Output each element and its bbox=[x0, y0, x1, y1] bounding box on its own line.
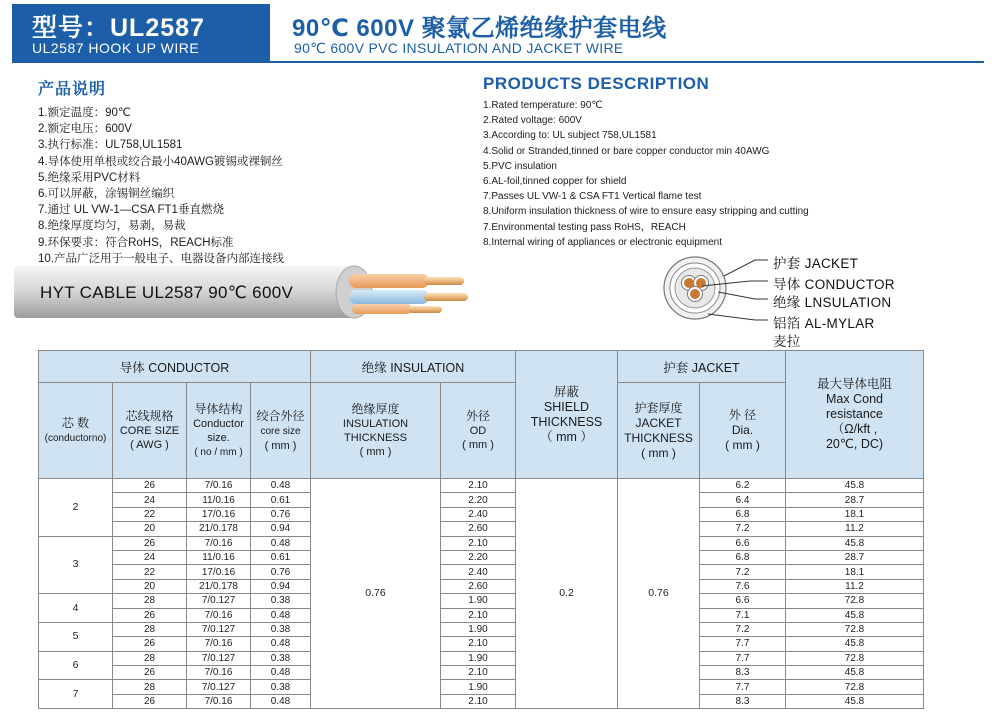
model-badge bbox=[12, 4, 270, 61]
cell-jacket-dia: 6.6 bbox=[700, 594, 786, 608]
cell-stranded-od: 0.76 bbox=[251, 507, 311, 521]
cn-description-item: 2.额定电压：600V bbox=[38, 123, 132, 136]
group-conductor: 导体 CONDUCTOR bbox=[39, 351, 311, 383]
cell-core-size: 20 bbox=[113, 579, 187, 593]
shield-thickness: THICKNESS bbox=[530, 414, 603, 429]
cell-structure: 17/0.16 bbox=[187, 507, 251, 521]
cell-cores: 7 bbox=[39, 680, 113, 709]
legend-insulation: 绝缘 LNSULATION bbox=[773, 295, 892, 310]
col-structure-unit: ( no / mm ) bbox=[194, 446, 243, 458]
cell-jacket-dia: 6.4 bbox=[700, 493, 786, 507]
col-core-size-en: CORE SIZE bbox=[119, 425, 180, 437]
cell-resistance: 45.8 bbox=[786, 637, 924, 651]
cell-stranded-od: 0.61 bbox=[251, 493, 311, 507]
en-description-item: 1.Rated temperature: 90℃ bbox=[483, 100, 603, 111]
cell-cores: 4 bbox=[39, 594, 113, 623]
legend-mylar: 麦拉 bbox=[773, 334, 801, 349]
cn-description-item: 7.通过 UL VW-1—CSA FT1垂直燃烧 bbox=[38, 204, 224, 217]
cell-structure: 21/0.178 bbox=[187, 579, 251, 593]
cell-stranded-od: 0.94 bbox=[251, 522, 311, 536]
cell-core-size: 28 bbox=[113, 622, 187, 636]
cell-structure: 7/0.127 bbox=[187, 680, 251, 694]
cell-core-size: 22 bbox=[113, 565, 187, 579]
col-jacket-thickness-cn: 护套厚度 bbox=[634, 400, 683, 415]
cell-jacket-dia: 6.8 bbox=[700, 550, 786, 564]
col-ins-thickness-en2: THICKNESS bbox=[344, 432, 407, 444]
cn-description-item: 4.导体使用单根或绞合最小40AWG镀锡或裸铜丝 bbox=[38, 155, 283, 168]
en-description-item: 5.PVC insulation bbox=[483, 160, 557, 172]
cell-structure: 7/0.16 bbox=[187, 479, 251, 493]
cell-jacket-dia: 7.7 bbox=[700, 637, 786, 651]
cell-stranded-od: 0.38 bbox=[251, 680, 311, 694]
cell-jacket-dia: 6.8 bbox=[700, 507, 786, 521]
cell-resistance: 45.8 bbox=[786, 666, 924, 680]
cn-description-item: 6.可以屏蔽，涂锡铜丝编织 bbox=[38, 188, 175, 201]
cell-insulation-od: 2.10 bbox=[441, 666, 516, 680]
cell-jacket-thickness: 0.76 bbox=[618, 479, 700, 709]
cn-description bbox=[38, 76, 468, 267]
cell-core-size: 28 bbox=[113, 594, 187, 608]
cell-stranded-od: 0.76 bbox=[251, 565, 311, 579]
cell-core-size: 26 bbox=[113, 694, 187, 708]
cell-stranded-od: 0.48 bbox=[251, 637, 311, 651]
group-shield bbox=[516, 351, 618, 479]
cell-structure: 7/0.127 bbox=[187, 594, 251, 608]
cell-resistance: 72.8 bbox=[786, 680, 924, 694]
col-jacket-dia-unit: ( mm ) bbox=[725, 438, 760, 452]
cell-jacket-dia: 7.7 bbox=[700, 651, 786, 665]
cell-insulation-od: 2.10 bbox=[441, 479, 516, 493]
cell-structure: 21/0.178 bbox=[187, 522, 251, 536]
col-structure-en2: size. bbox=[207, 431, 230, 444]
resistance-cn: 最大导体电阻 bbox=[816, 377, 892, 391]
cell-jacket-dia: 6.2 bbox=[700, 479, 786, 493]
cell-structure: 7/0.127 bbox=[187, 622, 251, 636]
col-jacket-dia-en: Dia. bbox=[731, 423, 754, 437]
cell-stranded-od: 0.48 bbox=[251, 666, 311, 680]
cell-insulation-od: 1.90 bbox=[441, 622, 516, 636]
en-description-item: 4.Solid or Stranded,tinned or bare copper conductor min 40AWG bbox=[483, 145, 770, 157]
col-core-size-cn: 芯线规格 bbox=[125, 409, 174, 423]
table-row bbox=[39, 479, 924, 493]
cell-jacket-dia: 8.3 bbox=[700, 666, 786, 680]
cell-insulation-od: 2.60 bbox=[441, 579, 516, 593]
cn-description-item: 8.绝缘厚度均匀，易剥，易裁 bbox=[38, 220, 186, 233]
col-ins-od-en: OD bbox=[469, 425, 487, 437]
group-insulation: 绝缘 INSULATION bbox=[311, 351, 516, 383]
cell-resistance: 45.8 bbox=[786, 608, 924, 622]
cell-stranded-od: 0.48 bbox=[251, 608, 311, 622]
cn-description-item: 3.执行标准：UL758,UL1581 bbox=[38, 139, 183, 152]
col-ins-od-cn: 外径 bbox=[465, 409, 490, 423]
table-row bbox=[39, 507, 924, 521]
cell-stranded-od: 0.38 bbox=[251, 594, 311, 608]
cell-stranded-od: 0.61 bbox=[251, 550, 311, 564]
table-row bbox=[39, 565, 924, 579]
cell-insulation-od: 2.20 bbox=[441, 550, 516, 564]
cell-structure: 17/0.16 bbox=[187, 565, 251, 579]
cell-cores: 3 bbox=[39, 536, 113, 594]
col-core-size-unit: ( AWG ) bbox=[130, 439, 169, 451]
cell-insulation-od: 2.10 bbox=[441, 637, 516, 651]
cn-description-item: 9.环保要求：符合RoHS，REACH标准 bbox=[38, 236, 234, 249]
cell-stranded-od: 0.48 bbox=[251, 479, 311, 493]
cell-cores: 5 bbox=[39, 622, 113, 651]
cell-stranded-od: 0.94 bbox=[251, 579, 311, 593]
col-stranded-od bbox=[251, 383, 311, 479]
cell-jacket-dia: 7.6 bbox=[700, 579, 786, 593]
cell-structure: 11/0.16 bbox=[187, 493, 251, 507]
col-jacket-thickness-unit: ( mm ) bbox=[641, 445, 676, 460]
cell-stranded-od: 0.38 bbox=[251, 622, 311, 636]
cell-core-size: 28 bbox=[113, 680, 187, 694]
en-description bbox=[483, 74, 983, 250]
table-row bbox=[39, 579, 924, 593]
cell-structure: 7/0.16 bbox=[187, 666, 251, 680]
en-description-item: 7.Environmental testing pass RoHS，REACH bbox=[483, 221, 686, 233]
cell-structure: 7/0.16 bbox=[187, 608, 251, 622]
cell-stranded-od: 0.48 bbox=[251, 536, 311, 550]
col-jacket-thickness-en: JACKET bbox=[635, 415, 682, 430]
table-row bbox=[39, 666, 924, 680]
col-jacket-thickness-en2: THICKNESS bbox=[624, 430, 693, 445]
table-row bbox=[39, 622, 924, 636]
resistance-en2: resistance bbox=[826, 407, 883, 421]
cell-structure: 11/0.16 bbox=[187, 550, 251, 564]
table-row bbox=[39, 493, 924, 507]
cell-jacket-dia: 6.6 bbox=[700, 536, 786, 550]
page-title: 90℃ 600V 聚氯乙烯绝缘护套电线 bbox=[292, 15, 667, 42]
col-stranded-od-cn: 绞合外径 bbox=[256, 408, 305, 423]
cell-insulation-od: 1.90 bbox=[441, 651, 516, 665]
en-description-item: 6.AL-foil,tinned copper for shield bbox=[483, 176, 627, 188]
col-jacket-thickness bbox=[618, 383, 700, 479]
col-jacket-dia bbox=[700, 383, 786, 479]
cell-resistance: 28.7 bbox=[786, 493, 924, 507]
en-description-list bbox=[483, 98, 983, 250]
col-structure bbox=[187, 383, 251, 479]
col-ins-thickness bbox=[311, 383, 441, 479]
table-row bbox=[39, 680, 924, 694]
col-structure-cn: 导体结构 bbox=[194, 401, 243, 416]
col-cores-cn: 芯 数 bbox=[61, 415, 90, 430]
col-ins-thickness-en: INSULATION bbox=[342, 418, 409, 430]
legend-jacket: 护套 JACKET bbox=[773, 256, 859, 271]
cell-insulation-od: 2.10 bbox=[441, 608, 516, 622]
cell-resistance: 18.1 bbox=[786, 507, 924, 521]
table-row bbox=[39, 522, 924, 536]
cell-insulation-od: 2.10 bbox=[441, 694, 516, 708]
header-divider bbox=[12, 61, 984, 63]
resistance-en1: Max Cond bbox=[826, 392, 883, 406]
cell-resistance: 45.8 bbox=[786, 536, 924, 550]
cell-stranded-od: 0.38 bbox=[251, 651, 311, 665]
col-ins-thickness-cn: 绝缘厚度 bbox=[351, 402, 400, 416]
col-ins-od-unit: ( mm ) bbox=[462, 439, 494, 451]
cell-core-size: 26 bbox=[113, 479, 187, 493]
cell-insulation-od: 1.90 bbox=[441, 594, 516, 608]
cell-resistance: 72.8 bbox=[786, 594, 924, 608]
cn-description-item: 1.额定温度：90℃ bbox=[38, 107, 131, 119]
cell-jacket-dia: 7.2 bbox=[700, 522, 786, 536]
cell-core-size: 26 bbox=[113, 666, 187, 680]
resistance-temp: 20℃, DC) bbox=[825, 437, 884, 451]
cell-structure: 7/0.127 bbox=[187, 651, 251, 665]
cell-jacket-dia: 7.7 bbox=[700, 680, 786, 694]
spec-table-body bbox=[39, 479, 924, 709]
cn-description-list bbox=[38, 105, 468, 267]
cell-core-size: 26 bbox=[113, 637, 187, 651]
cell-structure: 7/0.16 bbox=[187, 536, 251, 550]
legend-al-mylar: 铝箔 AL-MYLAR bbox=[773, 316, 875, 331]
shield-en: SHIELD bbox=[543, 399, 590, 414]
cell-core-size: 22 bbox=[113, 507, 187, 521]
cell-jacket-dia: 7.2 bbox=[700, 622, 786, 636]
cell-structure: 7/0.16 bbox=[187, 637, 251, 651]
shield-unit: （ mm ） bbox=[540, 429, 593, 444]
cell-insulation-od: 2.40 bbox=[441, 565, 516, 579]
cell-resistance: 11.2 bbox=[786, 522, 924, 536]
en-description-heading: PRODUCTS DESCRIPTION bbox=[483, 74, 710, 93]
table-row bbox=[39, 637, 924, 651]
group-jacket: 护套 JACKET bbox=[618, 351, 786, 383]
table-row bbox=[39, 608, 924, 622]
table-row bbox=[39, 536, 924, 550]
col-cores-en: (conductorno) bbox=[44, 432, 107, 444]
cell-core-size: 20 bbox=[113, 522, 187, 536]
group-resistance bbox=[786, 351, 924, 479]
model-subtitle: UL2587 HOOK UP WIRE bbox=[32, 40, 200, 56]
col-cores bbox=[39, 383, 113, 479]
resistance-unit: （Ω/kft , bbox=[831, 422, 878, 436]
cell-structure: 7/0.16 bbox=[187, 694, 251, 708]
cell-insulation-od: 1.90 bbox=[441, 680, 516, 694]
model-title: 型号：UL2587 bbox=[32, 14, 205, 42]
cell-resistance: 45.8 bbox=[786, 694, 924, 708]
cell-core-size: 28 bbox=[113, 651, 187, 665]
cell-core-size: 24 bbox=[113, 493, 187, 507]
cell-core-size: 26 bbox=[113, 536, 187, 550]
cell-jacket-dia: 8.3 bbox=[700, 694, 786, 708]
en-description-item: 2.Rated voltage: 600V bbox=[483, 115, 582, 127]
cell-stranded-od: 0.48 bbox=[251, 694, 311, 708]
cell-insulation-od: 2.20 bbox=[441, 493, 516, 507]
cn-description-item: 5.绝缘采用PVC材料 bbox=[38, 171, 141, 184]
col-stranded-od-en: core size bbox=[260, 425, 301, 437]
cn-description-item: 10.产品广泛用于一般电子、电器设备内部连接线 bbox=[38, 252, 284, 265]
legend-conductor: 导体 CONDUCTOR bbox=[773, 277, 895, 292]
cell-insulation-od: 2.60 bbox=[441, 522, 516, 536]
cable-conductors bbox=[349, 274, 468, 314]
cell-core-size: 26 bbox=[113, 608, 187, 622]
table-row bbox=[39, 694, 924, 708]
cell-core-size: 24 bbox=[113, 550, 187, 564]
col-stranded-od-unit: ( mm ) bbox=[264, 439, 297, 452]
col-structure-en: Conductor bbox=[193, 417, 244, 430]
table-row bbox=[39, 550, 924, 564]
cell-cores: 6 bbox=[39, 651, 113, 680]
col-core-size bbox=[113, 383, 187, 479]
cell-resistance: 28.7 bbox=[786, 550, 924, 564]
en-description-item: 8.Internal wiring of appliances or electronic equipment bbox=[483, 236, 723, 248]
cell-jacket-dia: 7.2 bbox=[700, 565, 786, 579]
col-jacket-dia-cn: 外 径 bbox=[728, 408, 757, 422]
table-row bbox=[39, 651, 924, 665]
cable-print-label: HYT CABLE UL2587 90℃ 600V bbox=[40, 283, 294, 302]
cell-resistance: 72.8 bbox=[786, 622, 924, 636]
spec-table bbox=[38, 350, 924, 709]
en-description-item: 3.According to: UL subject 758,UL1581 bbox=[483, 130, 657, 142]
col-ins-od bbox=[441, 383, 516, 479]
cell-resistance: 18.1 bbox=[786, 565, 924, 579]
en-description-item: 8.Uniform insulation thickness of wire to ensure easy stripping and cutting bbox=[483, 206, 809, 218]
table-row bbox=[39, 594, 924, 608]
cell-resistance: 45.8 bbox=[786, 479, 924, 493]
cell-jacket-dia: 7.1 bbox=[700, 608, 786, 622]
cell-insulation-od: 2.40 bbox=[441, 507, 516, 521]
page-subtitle: 90℃ 600V PVC INSULATION AND JACKET WIRE bbox=[294, 40, 624, 56]
cell-shield-thickness: 0.2 bbox=[516, 479, 618, 709]
cell-insulation-od: 2.10 bbox=[441, 536, 516, 550]
en-description-item: 7.Passes UL VW-1 & CSA FT1 Vertical flame test bbox=[483, 191, 702, 203]
col-ins-thickness-unit: ( mm ) bbox=[359, 446, 392, 458]
cell-cores: 2 bbox=[39, 479, 113, 537]
cell-resistance: 72.8 bbox=[786, 651, 924, 665]
cell-resistance: 11.2 bbox=[786, 579, 924, 593]
shield-cn: 屏蔽 bbox=[553, 384, 579, 399]
cell-insulation-thickness: 0.76 bbox=[311, 479, 441, 709]
cn-description-heading: 产品说明 bbox=[38, 81, 107, 98]
